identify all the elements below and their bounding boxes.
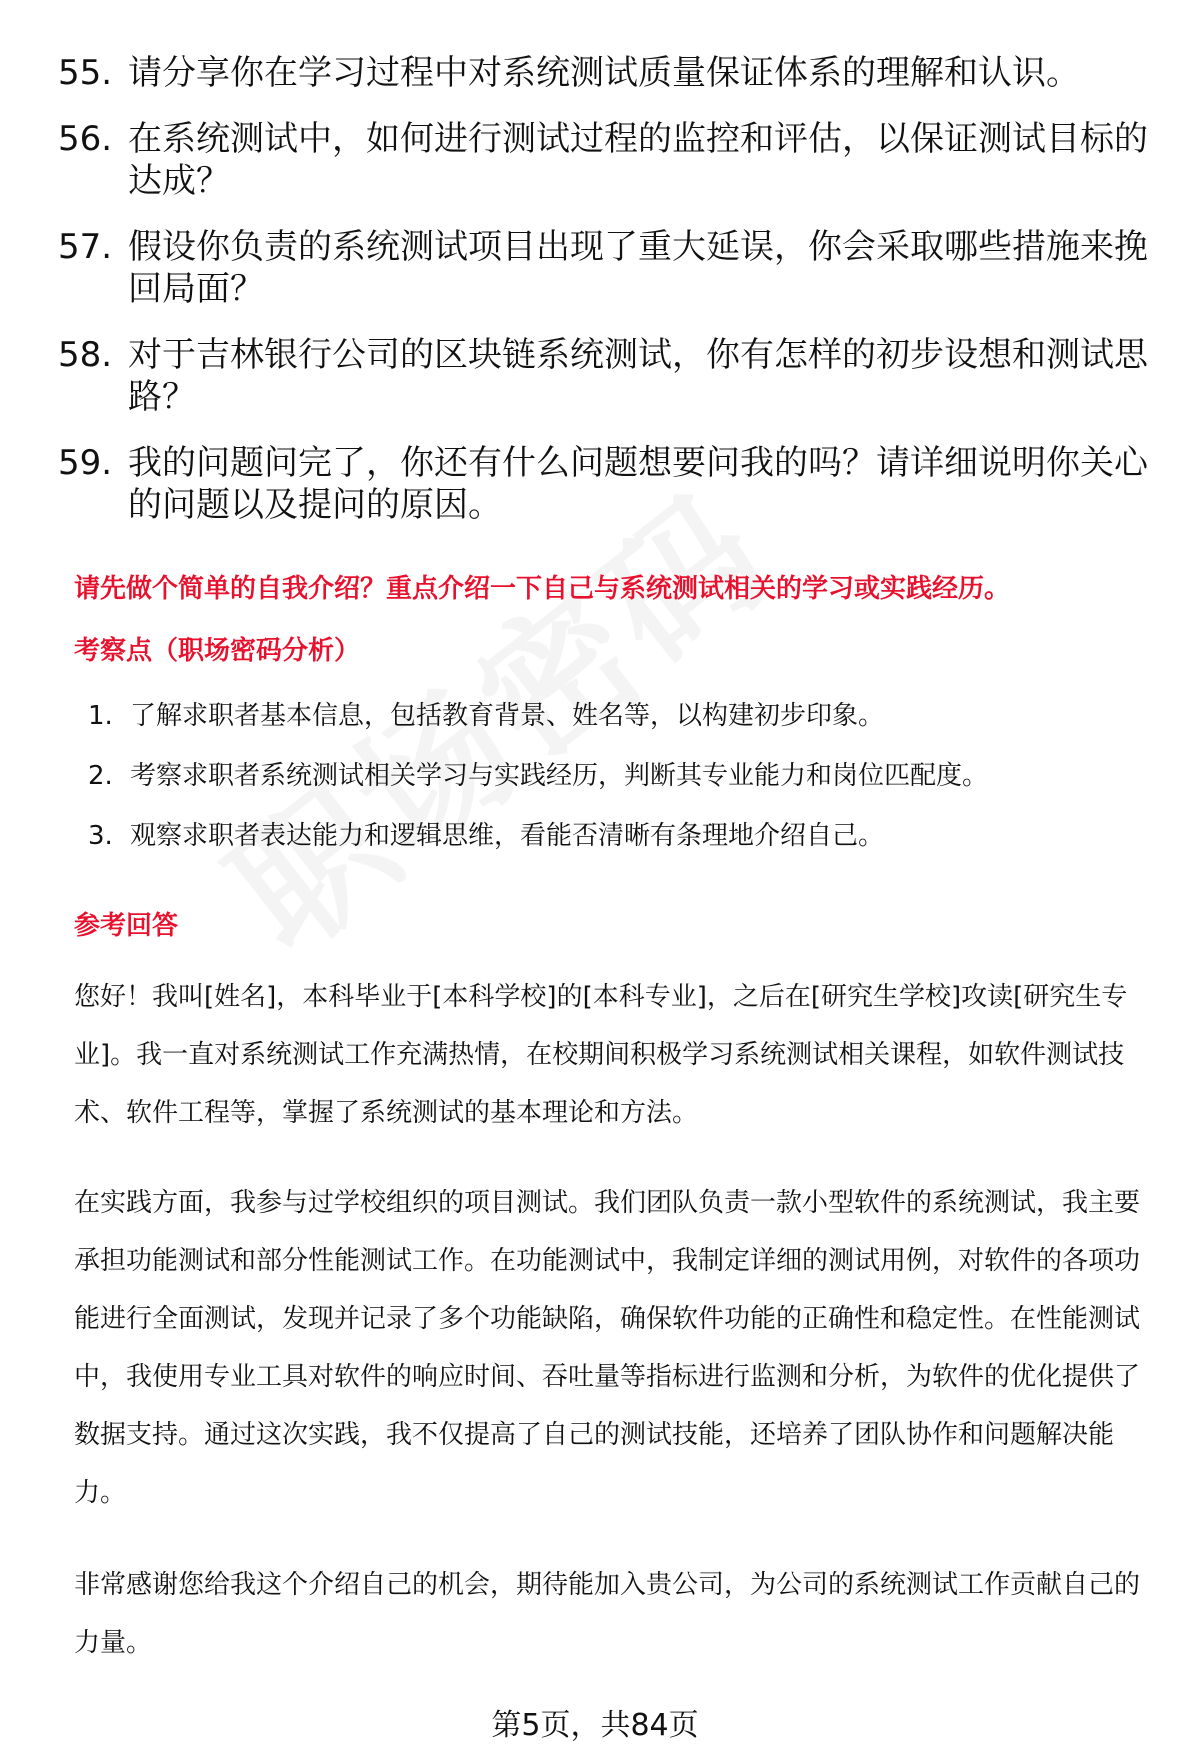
question-number: 57. bbox=[58, 227, 113, 267]
question-text: 在系统测试中，如何进行测试过程的监控和评估，以保证测试目标的达成？ bbox=[128, 119, 1148, 201]
point-item bbox=[88, 760, 1148, 792]
question-item bbox=[58, 52, 1158, 94]
answer-paragraph: 在实践方面，我参与过学校组织的项目测试。我们团队负责一款小型软件的系统测试，我主要承担功能测试和部分性能测试工作。在功能测试中，我制定详细的测试用例，对软件的各项功能进行全面测试，发现并记录了多个功能缺陷，确保软件功能的正确性和稳定性。在性能测试中，我使用专业工具对软件的响应时间、吞吐量等指标进行监测和分析，为软件的优化提供了数据支持。通过这次实践，我不仅提高了自己的测试技能，还培养了团队协作和问题解决能力。 bbox=[74, 1188, 1141, 1508]
point-number: 1. bbox=[88, 701, 113, 731]
highlight-question: 请先做个简单的自我介绍？重点介绍一下自己与系统测试相关的学习或实践经历。 bbox=[74, 574, 1011, 604]
page-footer: 第5页，共84页 bbox=[491, 1708, 699, 1743]
answer-paragraph: 您好！我叫[姓名]，本科毕业于[本科学校]的[本科专业]，之后在[研究生学校]攻读[研究生专业]。我一直对系统测试工作充满热情，在校期间积极学习系统测试相关课程，如软件测试技术、软件工程等，掌握了系统测试的基本理论和方法。 bbox=[74, 982, 1128, 1128]
question-text: 假设你负责的系统测试项目出现了重大延误，你会采取哪些措施来挽回局面？ bbox=[128, 227, 1148, 309]
point-item bbox=[88, 700, 1148, 732]
point-number: 2. bbox=[88, 761, 113, 791]
question-item bbox=[58, 118, 1158, 202]
point-text: 考察求职者系统测试相关学习与实践经历，判断其专业能力和岗位匹配度。 bbox=[130, 761, 989, 791]
answer-title: 参考回答 bbox=[74, 911, 179, 941]
question-number: 55. bbox=[58, 53, 113, 93]
question-number: 59. bbox=[58, 443, 113, 483]
question-item bbox=[58, 334, 1158, 418]
question-item bbox=[58, 442, 1158, 526]
points-title: 考察点（职场密码分析） bbox=[74, 636, 361, 666]
question-item bbox=[58, 226, 1158, 310]
question-list bbox=[58, 52, 1158, 550]
question-text: 我的问题问完了，你还有什么问题想要问我的吗？请详细说明你关心的问题以及提问的原因。 bbox=[128, 443, 1148, 525]
answer-paragraph: 非常感谢您给我这个介绍自己的机会，期待能加入贵公司，为公司的系统测试工作贡献自己的力量。 bbox=[74, 1570, 1141, 1658]
point-text: 了解求职者基本信息，包括教育背景、姓名等，以构建初步印象。 bbox=[130, 701, 885, 731]
point-item bbox=[88, 820, 1148, 852]
points-list bbox=[88, 700, 1148, 880]
question-number: 56. bbox=[58, 119, 113, 159]
point-number: 3. bbox=[88, 821, 113, 851]
question-number: 58. bbox=[58, 335, 113, 375]
question-text: 对于吉林银行公司的区块链系统测试，你有怎样的初步设想和测试思路？ bbox=[128, 335, 1148, 417]
point-text: 观察求职者表达能力和逻辑思维，看能否清晰有条理地介绍自己。 bbox=[130, 821, 885, 851]
question-text: 请分享你在学习过程中对系统测试质量保证体系的理解和认识。 bbox=[128, 53, 1080, 93]
